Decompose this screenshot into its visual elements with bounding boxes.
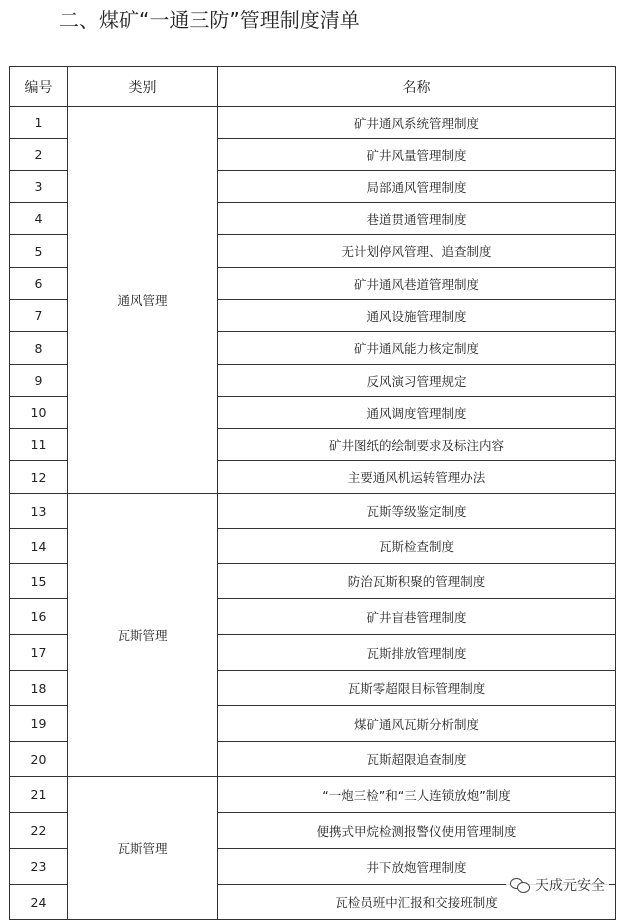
header-number: 编号	[10, 67, 68, 107]
row-number: 5	[10, 235, 68, 268]
row-number: 20	[10, 742, 68, 777]
row-number: 4	[10, 203, 68, 235]
row-number: 7	[10, 300, 68, 332]
row-name: 煤矿通风瓦斯分析制度	[218, 706, 616, 742]
row-name: 无计划停风管理、追查制度	[218, 235, 616, 268]
table-header-row	[10, 67, 616, 107]
row-name: 矿井风量管理制度	[218, 139, 616, 171]
watermark	[506, 873, 609, 897]
row-name: 局部通风管理制度	[218, 171, 616, 203]
row-number: 13	[10, 494, 68, 529]
row-name: 瓦检员班中汇报和交接班制度	[218, 885, 616, 920]
page-title: 二、煤矿“一通三防”管理制度清单	[59, 8, 360, 32]
row-name: 矿井图纸的绘制要求及标注内容	[218, 429, 616, 461]
row-number: 2	[10, 139, 68, 171]
row-name: 瓦斯等级鉴定制度	[218, 494, 616, 529]
row-number: 14	[10, 529, 68, 564]
row-number: 12	[10, 461, 68, 494]
row-name: 防治瓦斯积聚的管理制度	[218, 564, 616, 599]
row-category: 瓦斯管理	[68, 494, 218, 777]
header-name: 名称	[218, 67, 616, 107]
table-row	[10, 107, 616, 139]
row-name: “一炮三检”和“三人连锁放炮”制度	[218, 777, 616, 813]
row-number: 23	[10, 849, 68, 885]
row-name: 瓦斯超限追查制度	[218, 742, 616, 777]
row-name: 矿井通风巷道管理制度	[218, 268, 616, 300]
row-name: 巷道贯通管理制度	[218, 203, 616, 235]
row-number: 22	[10, 813, 68, 849]
row-number: 15	[10, 564, 68, 599]
row-name: 通风调度管理制度	[218, 397, 616, 429]
table-row	[10, 777, 616, 813]
row-category: 通风管理	[68, 107, 218, 494]
row-number: 17	[10, 635, 68, 671]
row-number: 10	[10, 397, 68, 429]
row-number: 9	[10, 365, 68, 397]
row-number: 8	[10, 332, 68, 365]
row-number: 18	[10, 671, 68, 706]
row-number: 6	[10, 268, 68, 300]
row-name: 反风演习管理规定	[218, 365, 616, 397]
row-name: 矿井通风系统管理制度	[218, 107, 616, 139]
wechat-icon	[510, 877, 530, 893]
table-body	[10, 107, 616, 920]
system-list-table	[9, 66, 616, 920]
row-name: 井下放炮管理制度	[218, 849, 616, 885]
row-name: 矿井通风能力核定制度	[218, 332, 616, 365]
row-number: 21	[10, 777, 68, 813]
row-number: 24	[10, 885, 68, 920]
table-row	[10, 494, 616, 529]
row-name: 主要通风机运转管理办法	[218, 461, 616, 494]
row-name: 瓦斯零超限目标管理制度	[218, 671, 616, 706]
row-name: 瓦斯检查制度	[218, 529, 616, 564]
watermark-text: 天成元安全	[535, 878, 605, 894]
row-number: 3	[10, 171, 68, 203]
row-name: 矿井盲巷管理制度	[218, 599, 616, 635]
row-category: 瓦斯管理	[68, 777, 218, 920]
row-name: 瓦斯排放管理制度	[218, 635, 616, 671]
row-number: 16	[10, 599, 68, 635]
row-number: 1	[10, 107, 68, 139]
row-number: 19	[10, 706, 68, 742]
row-number: 11	[10, 429, 68, 461]
header-category: 类别	[68, 67, 218, 107]
row-name: 便携式甲烷检测报警仪使用管理制度	[218, 813, 616, 849]
row-name: 通风设施管理制度	[218, 300, 616, 332]
